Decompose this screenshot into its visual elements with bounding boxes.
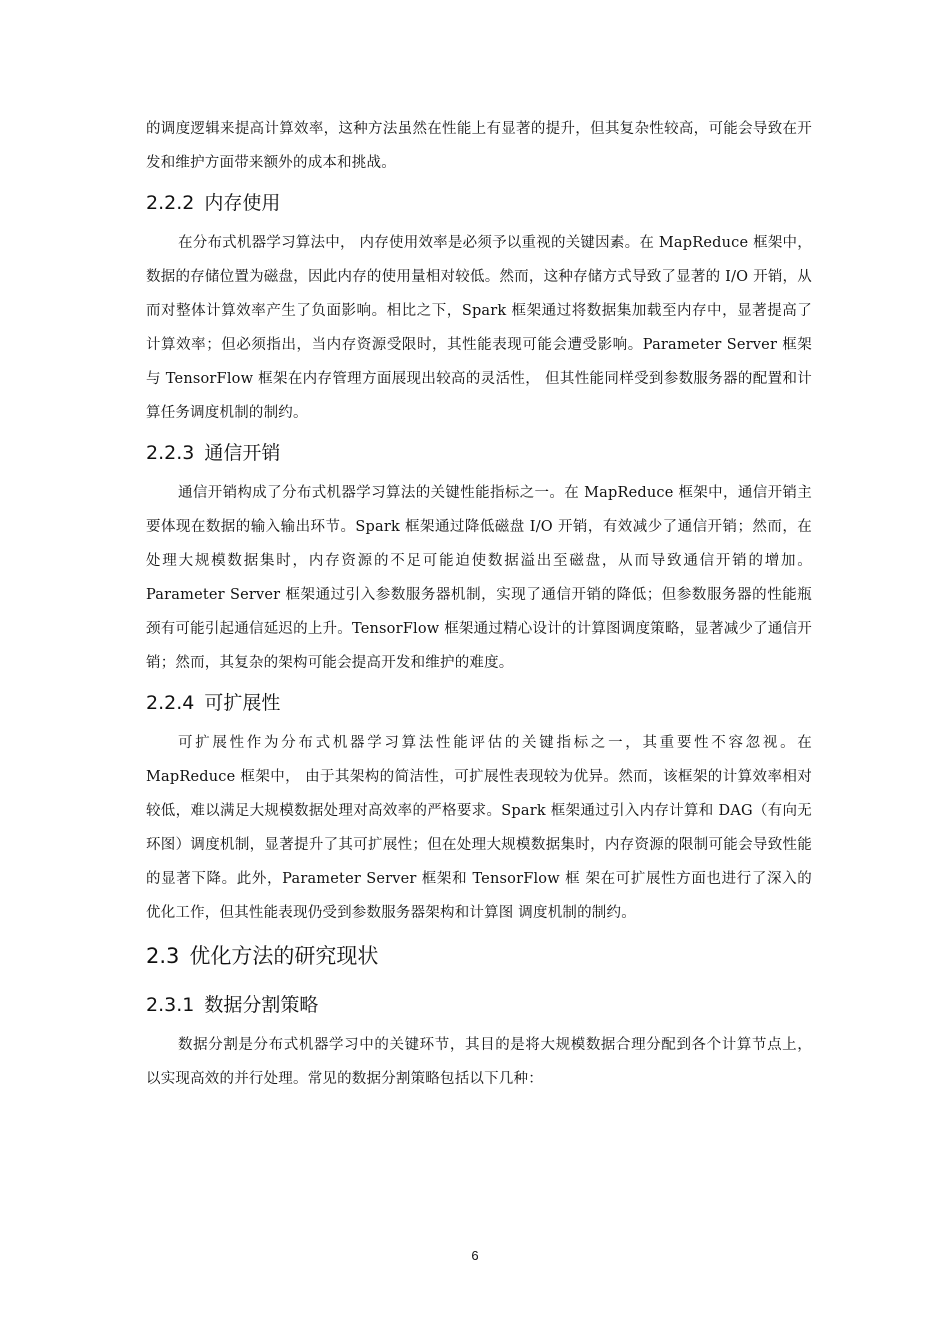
section-title: 数据分割策略 [204, 994, 319, 1016]
chapter-number: 2.3 [146, 944, 180, 968]
section-paragraph-communication: 通信开销构成了分布式机器学习算法的关键性能指标之一。在 MapReduce 框架中，通信开销主要体现在数据的输入输出环节。Spark 框架通过降低磁盘 I/O 开销，有效减少了通信开销；然而，在处理大规模数据集时，内存资源的不足可能迫使数据溢出至磁盘，从而导致通信开销的增加。Parameter Server 框架通过引入参数服务器机制，实现了通信开销的降低；但参数服务器的性能瓶颈有可能引起通信延迟的上升。TensorFlow 框架通过精心设计的计算图调度策略，显著减少了通信开销；然而，其复杂的架构可能会提高开发和维护的难度。 [146, 485, 812, 671]
page-number: 6 [471, 1248, 479, 1263]
chapter-heading-optimization [146, 930, 812, 982]
section-heading-data-partition [146, 982, 812, 1028]
document-body [146, 112, 812, 1096]
chapter-title: 优化方法的研究现状 [189, 944, 379, 968]
section-heading-scalability [146, 680, 812, 726]
section-title: 可扩展性 [204, 692, 281, 714]
intro-paragraph: 的调度逻辑来提高计算效率，这种方法虽然在性能上有显著的提升，但其复杂性较高，可能会导致在开发和维护方面带来额外的成本和挑战。 [146, 121, 812, 171]
section-number: 2.2.3 [146, 442, 195, 464]
section-paragraph-data-partition: 数据分割是分布式机器学习中的关键环节，其目的是将大规模数据合理分配到各个计算节点上， 以实现高效的并行处理。常见的数据分割策略包括以下几种： [146, 1037, 812, 1087]
section-paragraph-scalability: 可扩展性作为分布式机器学习算法性能评估的关键指标之一，其重要性不容忽视。在 MapReduce 框架中， 由于其架构的简洁性，可扩展性表现较为优异。然而，该框架的计算效率相对较低，难以满足大规模数据处理对高效率的严格要求。Spark 框架通过引入内存计算和 DAG（有向无环图）调度机制，显著提升了其可扩展性；但在处理大规模数据集时，内存资源的限制可能会导致性能的显著下降。此外，Parameter Server 框架和 TensorFlow 框 架在可扩展性方面也进行了深入的优化工作，但其性能表现仍受到参数服务器架构和计算图 调度机制的制约。 [146, 735, 812, 921]
section-title: 内存使用 [204, 192, 281, 214]
section-title: 通信开销 [204, 442, 281, 464]
section-heading-communication [146, 430, 812, 476]
section-heading-memory [146, 180, 812, 226]
section-number: 2.3.1 [146, 994, 195, 1016]
section-paragraph-memory: 在分布式机器学习算法中， 内存使用效率是必须予以重视的关键因素。在 MapReduce 框架中，数据的存储位置为磁盘，因此内存的使用量相对较低。然而，这种存储方式导致了显著的 I/O 开销，从而对整体计算效率产生了负面影响。相比之下，Spark 框架通过将数据集加载至内存中，显著提高了计算效率；但必须指出，当内存资源受限时，其性能表现可能会遭受影响。Parameter Server 框架与 TensorFlow 框架在内存管理方面展现出较高的灵活性， 但其性能同样受到参数服务器的配置和计算任务调度机制的制约。 [146, 235, 812, 421]
section-number: 2.2.2 [146, 192, 195, 214]
section-number: 2.2.4 [146, 692, 195, 714]
